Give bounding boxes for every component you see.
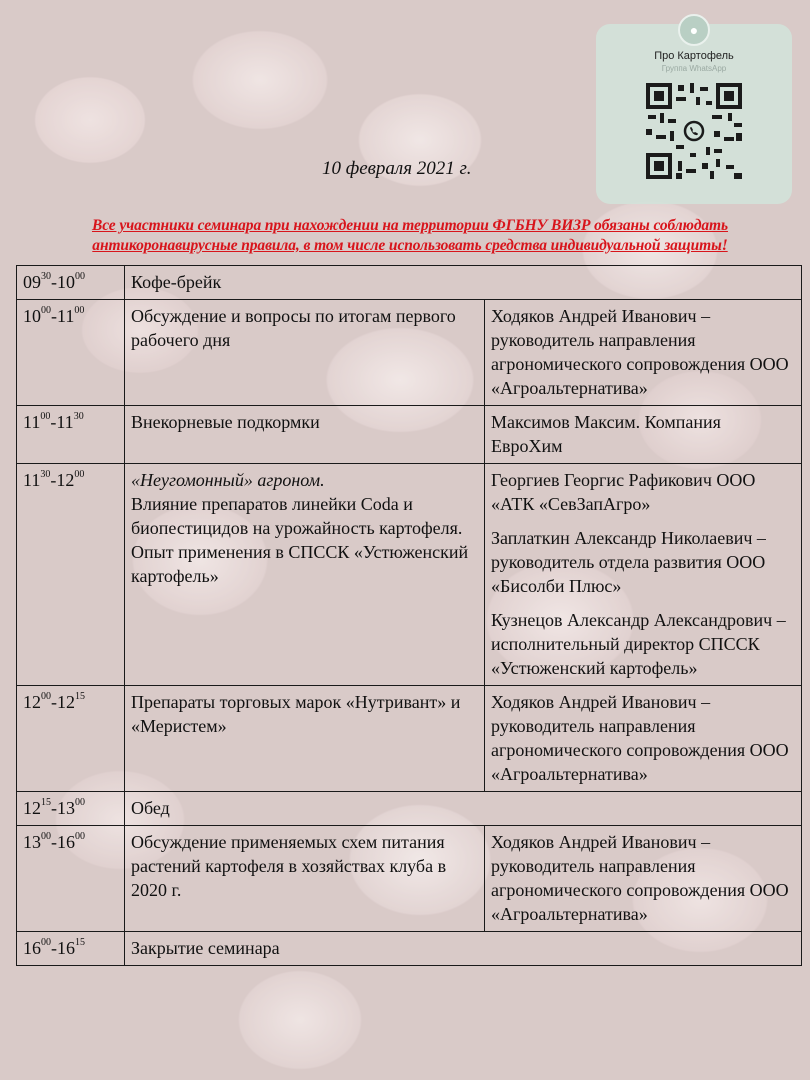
topic-cell <box>125 932 802 966</box>
schedule-row <box>17 266 802 300</box>
end-minute: 00 <box>74 305 85 316</box>
end-minute: 15 <box>75 691 85 702</box>
schedule-row <box>17 464 802 686</box>
event-date: 10 февраля 2021 г. <box>322 158 472 179</box>
topic-cell <box>125 406 485 464</box>
time-cell <box>17 932 125 966</box>
end-minute: 30 <box>73 411 84 422</box>
topic-cell <box>125 300 485 406</box>
speaker-cell <box>485 826 802 932</box>
topic-cell <box>125 266 802 300</box>
topic-text: Внекорневые подкормки <box>131 412 320 432</box>
qr-code-icon <box>646 83 742 179</box>
schedule-row <box>17 300 802 406</box>
time-cell <box>17 266 125 300</box>
time-separator: - <box>50 412 57 432</box>
start-minute: 00 <box>41 831 51 842</box>
end-minute: 00 <box>75 797 85 808</box>
time-cell <box>17 826 125 932</box>
speaker: Георгиев Георгис Рафикович ООО «АТК «СевЗапАгро» <box>491 470 756 514</box>
qr-subtitle: Группа WhatsApp <box>661 64 727 73</box>
time-separator: - <box>51 798 57 818</box>
start-minute: 30 <box>41 271 51 282</box>
start-hour: 16 <box>23 938 41 958</box>
speaker-cell <box>485 406 802 464</box>
speaker: Максимов Максим. Компания ЕвроХим <box>491 412 721 456</box>
group-avatar: ● <box>678 14 710 46</box>
time-cell <box>17 792 125 826</box>
end-hour: 16 <box>57 938 75 958</box>
topic-text: Кофе-брейк <box>131 272 222 292</box>
time-separator: - <box>50 470 57 490</box>
schedule-row <box>17 792 802 826</box>
schedule-row <box>17 932 802 966</box>
start-minute: 00 <box>41 691 51 702</box>
qr-code[interactable] <box>646 83 742 179</box>
topic-cell <box>125 464 485 686</box>
time-separator: - <box>51 692 57 712</box>
start-hour: 12 <box>23 692 41 712</box>
speaker: Заплаткин Александр Николаевич – руководитель отдела развития ООО «Бисолби Плюс» <box>491 528 766 596</box>
topic-text: Препараты торговых марок «Нутривант» и «Меристем» <box>131 692 461 736</box>
end-minute: 15 <box>75 937 85 948</box>
end-hour: 11 <box>57 306 75 326</box>
time-separator: - <box>51 272 57 292</box>
speaker: Ходяков Андрей Иванович – руководитель направления агрономического сопровождения ООО «Агроальтернатива» <box>491 306 789 398</box>
speaker-cell <box>485 300 802 406</box>
time-separator: - <box>51 832 57 852</box>
covid-warning: Все участники семинара при нахождении на территории ФГБНУ ВИЗР обязаны соблюдать антикоронавирусные правила, в том числе использовать средства индивидуальной защиты! <box>91 217 728 254</box>
start-minute: 00 <box>40 411 51 422</box>
time-separator: - <box>51 306 57 326</box>
end-minute: 00 <box>74 469 85 480</box>
topic-text: Обсуждение применяемых схем питания растений картофеля в хозяйствах клуба в 2020 г. <box>131 832 447 900</box>
end-minute: 00 <box>75 831 85 842</box>
end-hour: 10 <box>57 272 75 292</box>
time-cell <box>17 300 125 406</box>
end-minute: 00 <box>75 271 85 282</box>
schedule-table <box>16 265 802 966</box>
topic-cell <box>125 826 485 932</box>
start-minute: 00 <box>41 937 51 948</box>
time-cell <box>17 686 125 792</box>
start-hour: 09 <box>23 272 41 292</box>
start-minute: 00 <box>41 305 51 316</box>
speaker: Ходяков Андрей Иванович – руководитель направления агрономического сопровождения ООО «Агроальтернатива» <box>491 832 789 924</box>
speaker-cell <box>485 464 802 686</box>
topic-text: Влияние препаратов линейки Coda и биопестицидов на урожайность картофеля. Опыт применения в СПССК «Устюженский картофель» <box>131 494 469 586</box>
end-hour: 13 <box>57 798 75 818</box>
speaker: Кузнецов Александр Александрович – исполнительный директор СПССК «Устюженский картофель» <box>491 610 786 678</box>
start-hour: 11 <box>23 470 41 490</box>
end-hour: 16 <box>57 832 75 852</box>
speaker: Ходяков Андрей Иванович – руководитель направления агрономического сопровождения ООО «Агроальтернатива» <box>491 692 789 784</box>
time-cell <box>17 406 125 464</box>
schedule-row <box>17 406 802 464</box>
start-minute: 30 <box>40 469 51 480</box>
start-minute: 15 <box>41 797 51 808</box>
qr-title: Про Картофель <box>654 50 734 62</box>
topic-subtitle: «Неугомонный» агроном. <box>131 470 325 490</box>
topic-text: Закрытие семинара <box>131 938 280 958</box>
time-separator: - <box>51 938 57 958</box>
topic-cell <box>125 686 485 792</box>
start-hour: 13 <box>23 832 41 852</box>
end-hour: 11 <box>56 412 74 432</box>
end-hour: 12 <box>56 470 75 490</box>
topic-text: Обед <box>131 798 170 818</box>
schedule-row <box>17 686 802 792</box>
start-hour: 12 <box>23 798 41 818</box>
topic-text: Обсуждение и вопросы по итогам первого рабочего дня <box>131 306 456 350</box>
topic-cell <box>125 792 802 826</box>
schedule-row <box>17 826 802 932</box>
start-hour: 10 <box>23 306 41 326</box>
end-hour: 12 <box>57 692 75 712</box>
speaker-cell <box>485 686 802 792</box>
qr-card[interactable] <box>596 24 792 204</box>
start-hour: 11 <box>23 412 41 432</box>
time-cell <box>17 464 125 686</box>
